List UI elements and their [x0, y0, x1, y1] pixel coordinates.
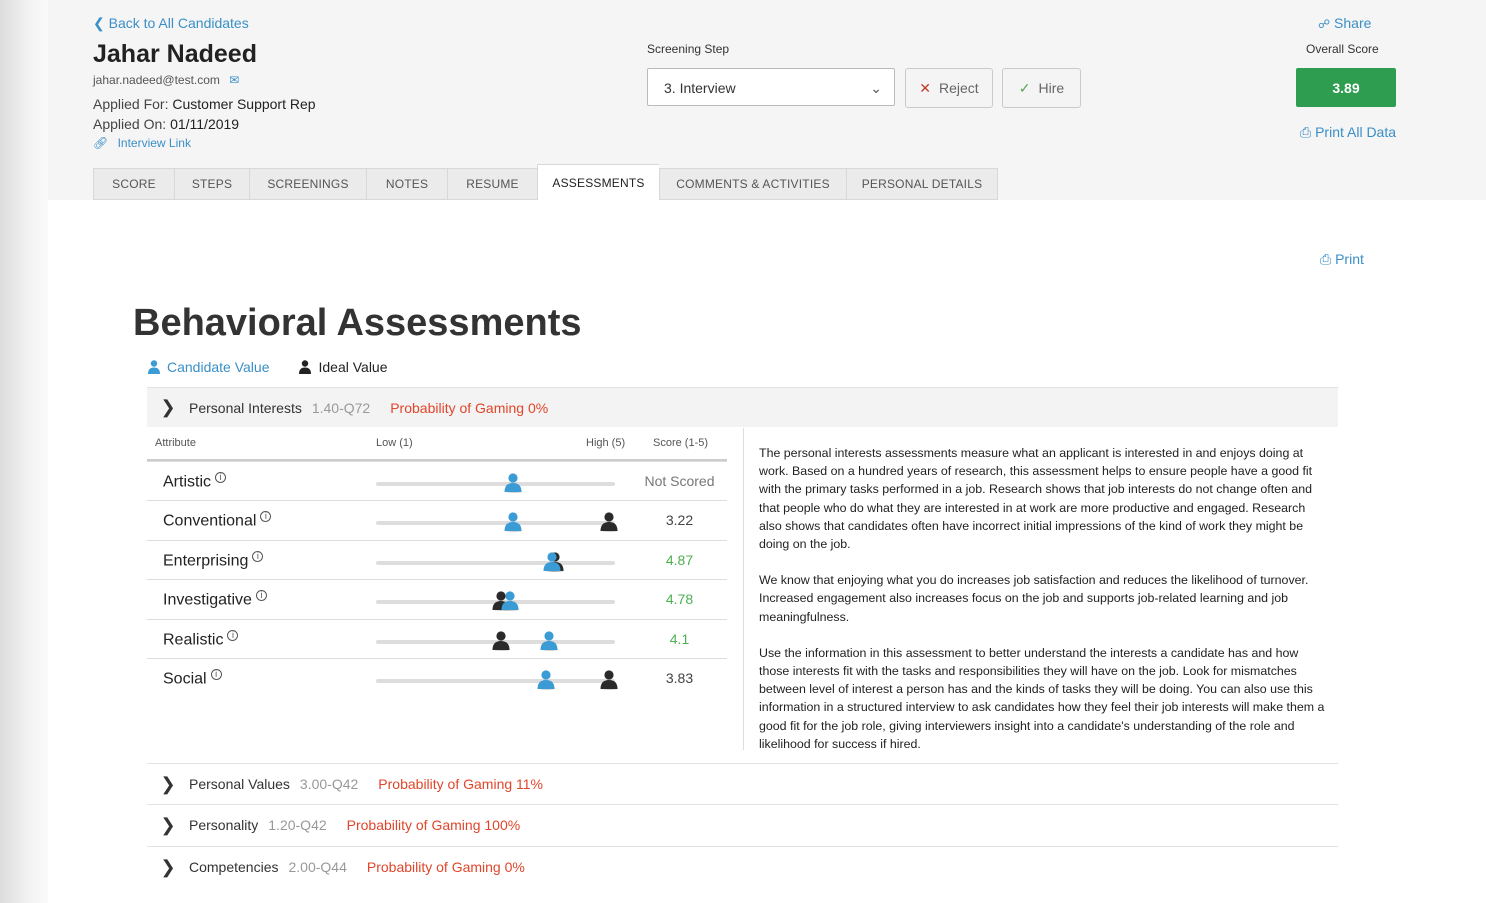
ideal-person-icon [299, 360, 311, 374]
share-icon: ☍ [1318, 17, 1331, 31]
table-row [147, 658, 727, 698]
back-to-candidates-link[interactable]: ❮ Back to All Candidates [93, 15, 249, 31]
legend-ideal: Ideal Value [299, 359, 387, 375]
legend-candidate: Candidate Value [148, 359, 269, 375]
attribute-label: Enterprising [163, 552, 249, 570]
attribute-score: 3.22 [665, 512, 694, 529]
printer-icon: ⎙ [1320, 251, 1332, 267]
printer-icon: ⎙ [1300, 124, 1312, 140]
attribute-name [163, 590, 267, 609]
attribute-name [163, 551, 263, 570]
candidate-value-marker [540, 631, 558, 651]
table-row [147, 579, 727, 619]
candidate-person-icon [148, 360, 160, 374]
mail-icon[interactable]: ✉ [229, 73, 240, 87]
tab-bar [93, 168, 998, 200]
column-divider [743, 428, 744, 750]
applied-for: Applied For: Customer Support Rep [93, 96, 316, 112]
info-icon[interactable]: i [252, 551, 263, 562]
section-personal-values[interactable]: ❯ Personal Values 3.00-Q42 Probability of Gaming 11% [147, 764, 1338, 804]
table-row [147, 540, 727, 580]
check-icon: ✓ [1018, 79, 1031, 96]
candidate-value-marker [537, 670, 555, 690]
ideal-value-marker [492, 631, 510, 651]
tab-resume[interactable]: RESUME [447, 168, 537, 200]
legend [148, 359, 388, 375]
left-sidebar-edge [0, 0, 48, 903]
attribute-name [163, 669, 222, 688]
assessment-description [759, 444, 1329, 771]
candidate-value-marker [504, 473, 522, 493]
print-link[interactable]: ⎙ Print [1320, 251, 1364, 267]
hire-button[interactable]: ✓ Hire [1002, 68, 1081, 108]
page-title: Behavioral Assessments [133, 302, 582, 344]
attribute-label: Realistic [163, 630, 224, 648]
candidate-value-marker [543, 552, 561, 572]
ideal-value-marker [600, 670, 618, 690]
tab-steps[interactable]: STEPS [174, 168, 249, 200]
description-paragraph: Use the information in this assessment to better understand the interests a candidate has and how those interests fit with the tasks and responsibilities they will have on the job. Look for mismatches between level of interest a person has and the kinds of tasks they will be doing. You can also use this information in a structured interview to ask candidates how they feel their job interests will make them a good fit for the job role, giving interviewers insight into a candidate's understanding of the role and likelihood for success if hired. [759, 645, 1325, 751]
info-icon[interactable]: i [260, 511, 271, 522]
table-row [147, 619, 727, 659]
close-icon: ✕ [919, 79, 932, 96]
tab-notes[interactable]: NOTES [366, 168, 447, 200]
attribute-label: Investigative [163, 591, 252, 609]
col-low: Low (1) [376, 437, 413, 449]
screening-step-select[interactable]: 3. Interview ⌄ [647, 68, 895, 106]
screening-step-label: Screening Step [647, 42, 730, 56]
chevron-right-icon: ❯ [160, 814, 176, 835]
attribute-score: 3.83 [665, 670, 694, 686]
candidate-value-marker [501, 591, 519, 611]
section-personality[interactable]: ❯ Personality 1.20-Q42 Probability of Gaming 100% [147, 805, 1338, 845]
tab-assessments[interactable]: ASSESSMENTS [537, 164, 659, 200]
attribute-name [163, 630, 238, 649]
score-track [376, 679, 615, 683]
print-all-data-link[interactable]: ⎙ Print All Data [1300, 124, 1397, 140]
section-personal-interests[interactable]: ❯ Personal Interests 1.40-Q72 Probability of Gaming 0% [147, 387, 1338, 427]
description-paragraph: We know that enjoying what you do increases job satisfaction and reduces the likelihood of turnover. Increased engagement also increases focus on the job and supports job-related learning and job meaningfulness. [759, 573, 1309, 624]
attribute-label: Artistic [163, 473, 211, 491]
score-track [376, 561, 615, 565]
candidate-name: Jahar Nadeed [93, 40, 257, 68]
description-paragraph: The personal interests assessments measure what an applicant is interested in and enjoys doing at work. Based on a hundred years of research, this assessment helps to ensure people have a good fit with the primary tasks performed in a job. Research shows that job interests do not change often and that people who do what they are interested in at work are more productive and engaged. Research also shows that candidates often have incorrect initial impressions of the kind of work they might be doing on the job. [759, 446, 1313, 552]
candidate-email: jahar.nadeed@test.com ✉ [93, 73, 240, 87]
share-button[interactable]: ☍ Share [1318, 15, 1372, 31]
col-high: High (5) [586, 437, 626, 449]
applied-on: Applied On: 01/11/2019 [93, 116, 240, 132]
attribute-label: Social [163, 670, 207, 688]
ideal-value-marker [600, 512, 618, 532]
table-row [147, 500, 727, 540]
overall-score-badge[interactable]: 3.89 [1296, 68, 1396, 107]
col-score: Score (1-5) [653, 437, 709, 449]
tab-personal-details[interactable]: PERSONAL DETAILS [846, 168, 998, 200]
chevron-left-icon: ❮ [93, 15, 105, 31]
attribute-score: 4.1 [669, 630, 690, 647]
attribute-score: Not Scored [644, 473, 715, 489]
candidate-value-marker [504, 512, 522, 532]
tab-screenings[interactable]: SCREENINGS [249, 168, 366, 200]
info-icon[interactable]: i [215, 472, 226, 483]
link-icon: 🔗︎ [93, 136, 109, 150]
chevron-right-icon: ❯ [160, 773, 176, 794]
score-track [376, 482, 615, 486]
col-attribute: Attribute [155, 437, 196, 449]
table-row [147, 461, 727, 501]
chevron-down-icon: ⌄ [870, 80, 882, 96]
attribute-name [163, 511, 271, 530]
section-competencies[interactable]: ❯ Competencies 2.00-Q44 Probability of Gaming 0% [147, 847, 1338, 887]
info-icon[interactable]: i [256, 590, 267, 601]
info-icon[interactable]: i [227, 630, 238, 641]
interview-link[interactable]: 🔗︎ Interview Link [93, 136, 191, 150]
attribute-score: 4.78 [665, 591, 694, 608]
chevron-right-icon: ❯ [160, 397, 176, 417]
reject-button[interactable]: ✕ Reject [905, 68, 993, 108]
tab-score[interactable]: SCORE [93, 168, 174, 200]
tab-comments-activities[interactable]: COMMENTS & ACTIVITIES [659, 168, 846, 200]
attribute-score: 4.87 [665, 551, 694, 568]
score-track [376, 521, 615, 525]
info-icon[interactable]: i [211, 669, 222, 680]
overall-score-label: Overall Score [1306, 42, 1379, 56]
attribute-label: Conventional [163, 512, 257, 530]
chevron-right-icon: ❯ [160, 856, 176, 877]
attribute-name [163, 472, 226, 491]
